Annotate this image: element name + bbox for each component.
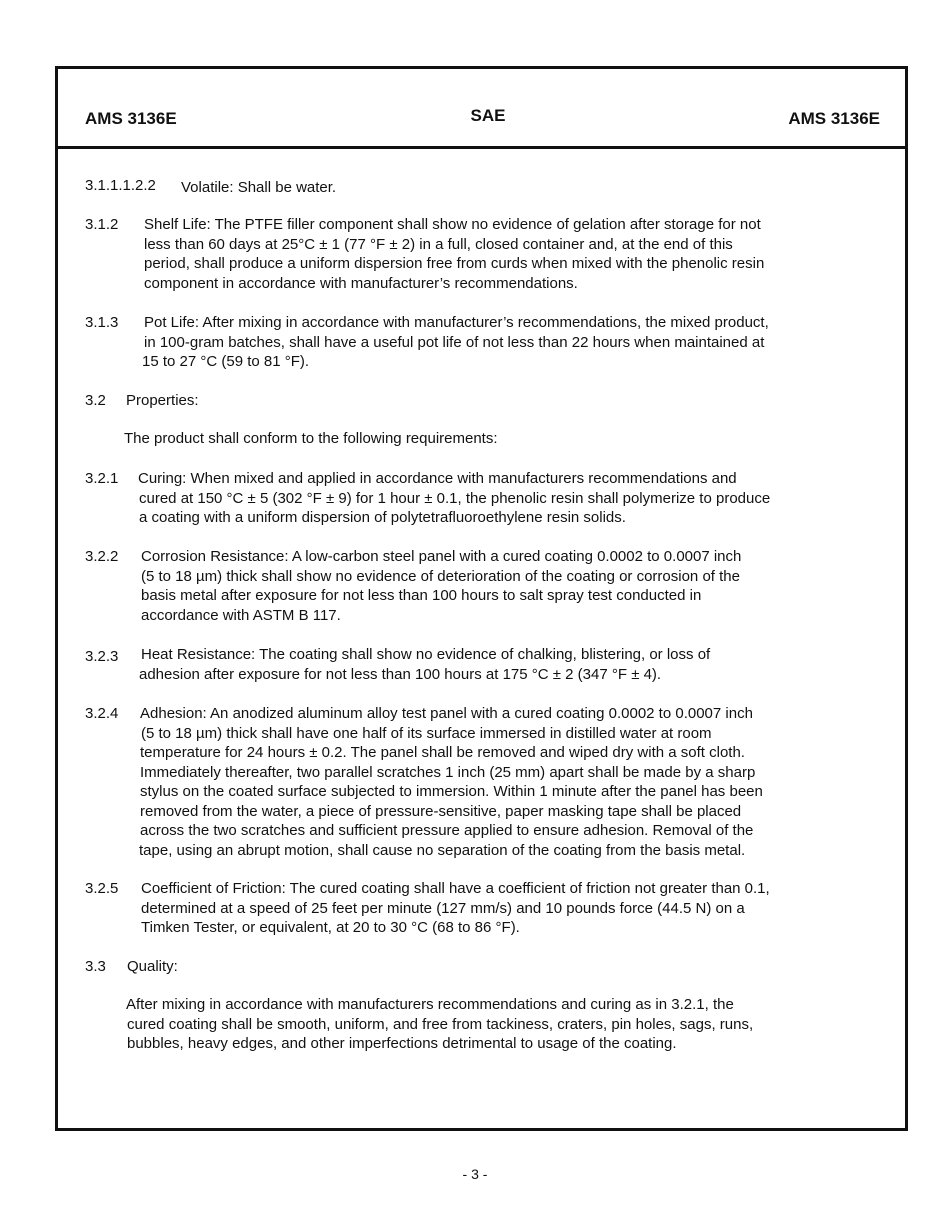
section-line: Pot Life: After mixing in accordance with manufacturer’s recommendations, the mixed product, [144,314,769,331]
section-number: 3.2.5 [85,880,119,897]
section-line: After mixing in accordance with manufacturers recommendations and curing as in 3.2.1, the [126,996,734,1013]
section-line: a coating with a uniform dispersion of polytetrafluoroethylene resin solids. [139,509,626,526]
quality-paragraph [85,995,885,1054]
section-3-2-2 [85,547,885,625]
section-number: 3.2.2 [85,548,119,565]
section-number: 3.2.1 [85,470,119,487]
section-3-2-5 [85,879,885,938]
section-line: 15 to 27 °C (59 to 81 °F). [142,353,310,370]
section-line: Shelf Life: The PTFE filler component shall show no evidence of gelation after storage for not [144,216,761,233]
section-line: period, shall produce a uniform dispersion free from curds when mixed with the phenolic resin [144,255,765,272]
section-3-1-3 [85,313,885,372]
page-number: - 3 - [462,1166,488,1182]
section-line: determined at a speed of 25 feet per minute (127 mm/s) and 10 pounds force (44.5 N) on a [141,899,745,917]
section-3-2-3 [85,645,885,684]
section-line: Coefficient of Friction: The cured coating shall have a coefficient of friction not greater than 0.1, [141,880,770,897]
section-line: bubbles, heavy edges, and other imperfections detrimental to usage of the coating. [127,1035,677,1052]
section-line: temperature for 24 hours ± 0.2. The panel shall be removed and wiped dry with a soft cloth. [140,744,745,761]
section-line: Curing: When mixed and applied in accordance with manufacturers recommendations and [138,470,737,487]
section-line: (5 to 18 µm) thick shall have one half of its surface immersed in distilled water at room [141,724,712,742]
page-header [58,69,905,149]
section-3-2-1 [85,469,885,528]
section-line: removed from the water, a piece of pressure-sensitive, paper masking tape shall be placed [140,802,742,820]
section-number: 3.2.4 [85,705,119,722]
section-line: tape, using an abrupt motion, shall cause no separation of the coating from the basis metal. [139,841,746,859]
section-line: Adhesion: An anodized aluminum alloy test panel with a cured coating 0.0002 to 0.0007 inch [140,705,753,722]
section-line: Corrosion Resistance: A low-carbon steel panel with a cured coating 0.0002 to 0.0007 inch [141,548,742,565]
section-line: basis metal after exposure for not less than 100 hours to salt spray test conducted in [141,587,702,604]
section-number: 3.1.1.1.2.2 [85,177,156,194]
section-number: 3.3 [85,958,106,975]
section-line: cured coating shall be smooth, uniform, and free from tackiness, craters, pin holes, sags, runs, [127,1015,754,1033]
section-line: (5 to 18 µm) thick shall show no evidence of deterioration of the coating or corrosion of the [141,567,740,585]
section-line: less than 60 days at 25°C ± 1 (77 °F ± 2) in a full, closed container and, at the end of this [144,235,733,253]
header-doc-id-right: AMS 3136E [788,109,880,128]
section-3-3 [85,957,885,977]
section-3-1-1-1-2-2 [85,176,885,198]
section-line: cured at 150 °C ± 5 (302 °F ± 9) for 1 hour ± 0.1, the phenolic resin shall polymerize to produce [139,489,771,507]
section-line: accordance with ASTM B 117. [141,606,341,624]
section-3-2 [85,391,885,411]
header-org: SAE [470,106,506,125]
section-number: 3.2.3 [85,648,119,665]
section-line: Heat Resistance: The coating shall show no evidence of chalking, blistering, or loss of [141,646,711,663]
section-3-1-2 [85,215,885,293]
page-frame [55,66,908,1131]
section-line: The product shall conform to the following requirements: [124,430,498,447]
header-doc-id-left: AMS 3136E [85,109,177,128]
section-number: 3.1.2 [85,216,119,233]
section-line: Timken Tester, or equivalent, at 20 to 30 °C (68 to 86 °F). [141,919,520,936]
section-line: across the two scratches and sufficient pressure applied to ensure adhesion. Removal of the [140,822,754,839]
section-line: Properties: [126,392,199,409]
section-number: 3.1.3 [85,314,119,331]
section-line: Volatile: Shall be water. [181,179,337,196]
section-line: stylus on the coated surface subjected to immersion. Within 1 minute after the panel has been [140,783,763,800]
section-number: 3.2 [85,392,106,409]
section-line: in 100-gram batches, shall have a useful pot life of not less than 22 hours when maintained at [144,333,765,351]
section-line: component in accordance with manufacturer’s recommendations. [144,274,578,292]
section-line: Quality: [127,958,178,975]
section-line: adhesion after exposure for not less than 100 hours at 175 °C ± 2 (347 °F ± 4). [139,665,662,683]
section-3-2-4 [85,704,885,860]
properties-intro [85,429,885,449]
section-line: Immediately thereafter, two parallel scratches 1 inch (25 mm) apart shall be made by a sharp [140,763,756,781]
